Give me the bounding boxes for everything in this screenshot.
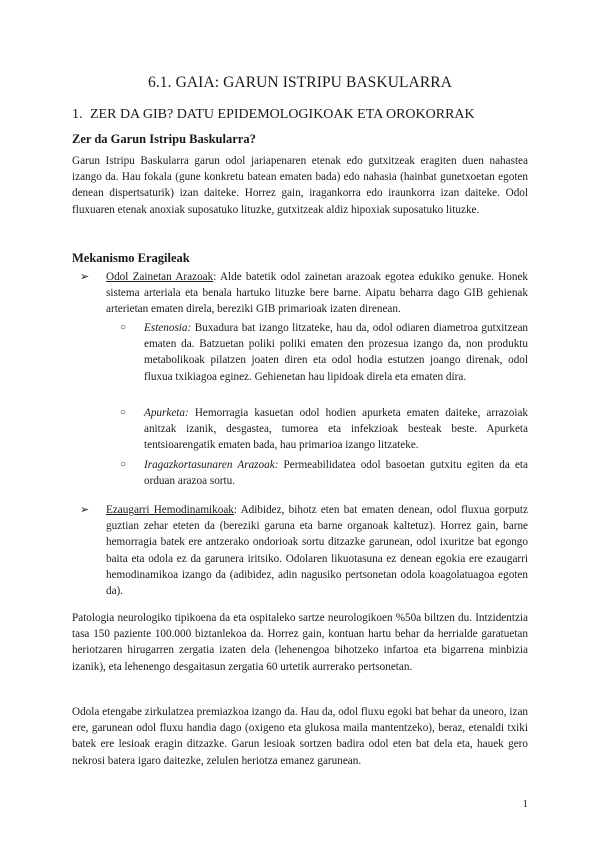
subitem-term: Estenosia: — [144, 322, 192, 334]
arrow-bullet-icon: ➢ — [80, 271, 90, 283]
bullet-hemodynamic — [80, 502, 528, 599]
circle-bullet-icon: ○ — [120, 459, 127, 470]
subitem-rupture — [120, 405, 528, 454]
bullet-blood-vessel-problems — [80, 269, 528, 318]
subitem-text: Hemorragia kasuetan odol hodien apurketa ematen daiteke, arrazoiak anitzak izanik, desgastea, tumorea eta infekzioak besteak beste. Apurketa tentsioarengatik ematen bada, hau primarioa izango litzateke. — [144, 407, 528, 452]
bullet-text: : Adibidez, bihotz eten bat ematen denean, odol fluxua gorputz guztian zehar eteten da (bereziki garuna eta barne organoak kaltetuz). Horrez gain, barne hemorragia batek ere antzerako ondorioak sortu ditzazke garunean, odol ixuritze bat egongo baita eta odola ez da garunera iritsiko. Odolaren likuotasuna ez denean egokia ere ezaugarri hemodinamikoa izango da (adibidez, adin nagusiko pertsonetan odola koagolatuagoa egoten da). — [106, 504, 528, 598]
subitem-text: Permeabilidatea odol basoetan gutxitu egiten da eta orduan arazoa sortu. — [144, 459, 528, 488]
section-title: ZER DA GIB? DATU EPIDEMOLOGIKOAK ETA OROKORRAK — [90, 107, 475, 122]
circle-bullet-icon: ○ — [120, 322, 127, 333]
arrow-bullet-icon: ➢ — [80, 504, 90, 516]
bullet-text: : Alde batetik odol zainetan arazoak egotea edukiko genuke. Honek sistema arteriala eta benala hartuko lituzke bere barne. Aipatu beharra dago GIB gehienak arterietan ematen direla, bereziki GIB primarioak izaten direnean. — [106, 271, 529, 316]
section-number: 1. — [72, 107, 83, 122]
page-number: 1 — [522, 798, 528, 810]
subitem-text: Buxadura bat izango litzateke, hau da, odol odiaren diametroa gutxitzean ematen da. Batzuetan poliki poliki ematen den prozesua izango da, non produktu metabolikoak pilatzen joaten diren eta odol hodia estutzen joango direnak, odol fluxua txikiagoa eginez. Gehienetan hau lipidoak direla eta ematen dira. — [144, 322, 528, 383]
paragraph-circulation: Odola etengabe zirkulatzea premiazkoa izango da. Hau da, odol fluxu egoki bat behar da uneoro, izan ere, garunean odol fluxu handia dago (oxigeno eta glukosa maila mantentzeko), beraz, etenaldi txiki batek ere lesioak eragin ditzazke. Garun lesioak sortzen badira odol eten bat dela eta, hauek gero nekrosi batera igaro daitezke, zelulen heriotza emanez garunean. — [72, 706, 528, 767]
bullet-term: Odol Zainetan Arazoak — [106, 271, 214, 283]
paragraph-definition: Garun Istripu Baskularra garun odol jariapenaren etenak edo gutxitzeak eragiten duen nahastea izango da. Hau fokala (gune konkretu batean ematen bada) edo nahasia (hainbat gunetxoetan egoten denean dispertsaturik) izan daiteke. Horrez gain, iragankorra edo iraunkorra izan daiteke. Odol fluxuaren etenak anoxiak suposatuko lituzke, gutxitzeak aldiz hipoxiak suposatuko lituzke. — [72, 155, 528, 216]
subheading-mechanisms: Mekanismo Eragileak — [72, 251, 190, 265]
bullet-term: Ezaugarri Hemodinamikoak — [106, 504, 234, 516]
subitem-term: Iragazkortasunaren Arazoak: — [144, 459, 279, 471]
subitem-term: Apurketa: — [144, 407, 189, 419]
section-heading — [72, 107, 542, 123]
subitem-permeability — [120, 457, 528, 489]
circle-bullet-icon: ○ — [120, 407, 127, 418]
subheading-what-is: Zer da Garun Istripu Baskularra? — [72, 132, 256, 146]
paragraph-epidemiology: Patologia neurologiko tipikoena da eta ospitaleko sartze neurologikoen %50a biltzen du. Intzidentzia tasa 150 paziente 100.000 biztanlekoa da. Horrez gain, kontuan hartu behar da herrialde garatuetan heriotzaren hirugarren zergatia izaten dela (lehenengoa bihotzeko infartoa eta bigarrena minbizia izanik), eta lehenengo desgaitasun zergatia 60 urtetik aurrerako pertsonetan. — [72, 612, 528, 673]
subitem-stenosis — [120, 320, 528, 385]
page-title: 6.1. GAIA: GARUN ISTRIPU BASKULARRA — [147, 74, 453, 91]
